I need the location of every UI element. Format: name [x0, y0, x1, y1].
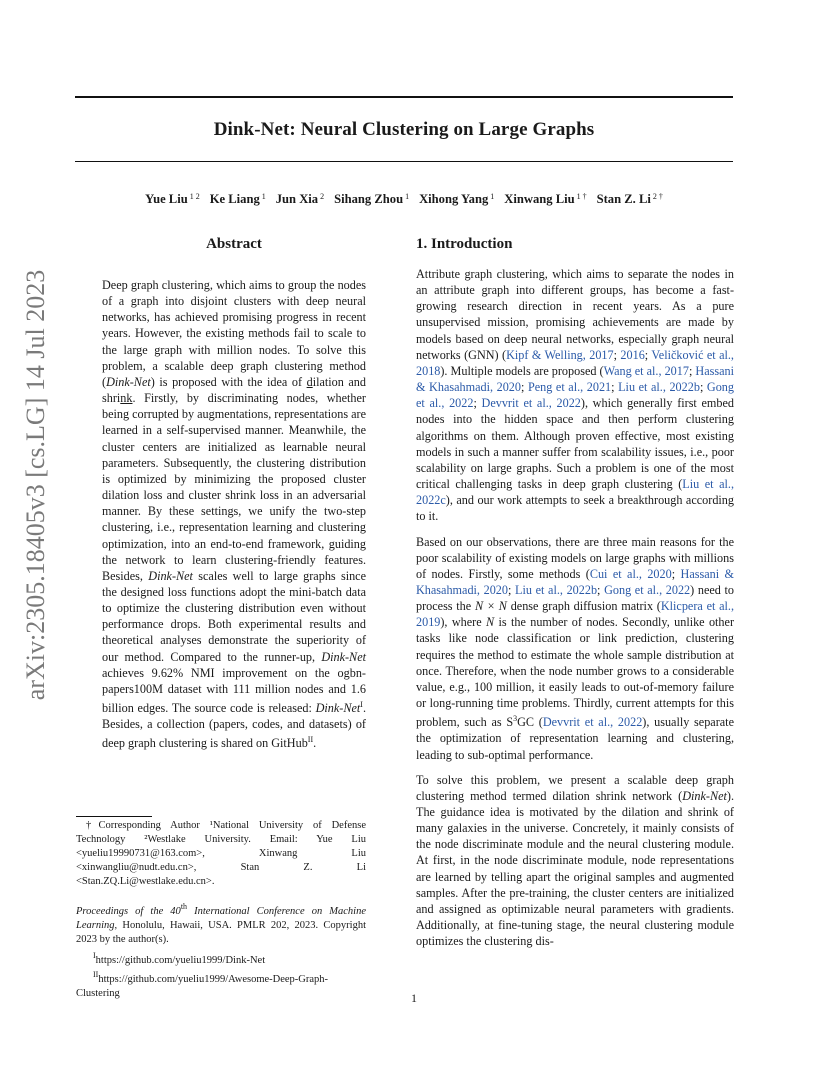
citation-link[interactable]: Wang et al., 2017	[603, 363, 689, 378]
author-name: Yue Liu	[145, 192, 188, 206]
footnote-link-dinknet[interactable]: $^I$https://github.com/yueliu1999/Dink-Net	[93, 951, 266, 966]
author-name: Xihong Yang	[419, 192, 489, 206]
citation-link[interactable]: Hassani & Khasahmadi, 2020	[416, 566, 734, 597]
abstract-text: Deep graph clustering, which aims to group the nodes of a graph into disjoint clusters with deep neural networks, has achieved promising progress in recent years. However, the existing methods fail to scale to the large graph with million nodes. To solve this problem, a scalable deep graph clustering method (Dink-Net) is proposed with the idea of dilation and shrink. Firstly, by discriminating nodes, whether being corrupted by augmentations, representations are learned in a self-supervised manner. Meanwhile, the cluster centers are initialized as learnable neural parameters. Subsequently, the clustering distribution is optimized by minimizing the proposed cluster dilation loss and cluster shrink loss in an adversarial manner. By these settings, we unify the two-step clustering, i.e., representation learning and clustering optimization, into an end-to-end framework, guiding the network to learn clustering-friendly features. Besides, Dink-Net scales well to large graphs since the designed loss functions adopt the mini-batch data to optimize the clustering distribution even without performance drops. Both experimental results and theoretical analyses demonstrate the superiority of our method. Compared to the runner-up, Dink-Net achieves 9.62% NMI improvement on the ogbn-papers100M dataset with 111 million nodes and 1.6 billion edges. The source code is released: Dink-Net$^I$. Besides, a collection (papers, codes, and datasets) of deep graph clustering is shared on GitHub$^{II}$.	[102, 278, 366, 751]
proceedings-note: Proceedings of the 40th International Conference on Machine Learning, Honolulu, Hawaii, USA. PMLR 202, 2023. Copyright 2023 by the author(s).	[76, 902, 366, 945]
author-affiliation-mark: 2	[320, 192, 325, 201]
citation-link[interactable]: Devvrit et al., 2022	[481, 396, 581, 411]
page-number: 1	[411, 991, 417, 1005]
citation-link[interactable]: Gong et al., 2022	[604, 582, 691, 597]
author-entry	[145, 192, 200, 206]
citation-link[interactable]: Cui et al., 2020	[589, 566, 672, 581]
author-list	[75, 192, 733, 207]
author-affiliation-mark: 1	[490, 192, 495, 201]
author-name: Ke Liang	[209, 192, 260, 206]
right-column	[416, 236, 734, 949]
author-affiliation-mark: 1 †	[576, 192, 587, 201]
citation-link[interactable]: Liu et al., 2022b	[618, 380, 700, 395]
citation-link[interactable]: Klicpera et al., 2019	[416, 599, 734, 630]
author-entry	[419, 192, 494, 206]
corresponding-author-note: †Corresponding Author ¹National University of Defense Technology ²Westlake University. Email: Yue Liu <yueliu19990731@163.com>, Xinwang Liu <xinwangliu@nudt.edu.cn>, Stan Z. Li <Stan.ZQ.Li@westlake.edu.cn>.	[76, 820, 366, 887]
citation-link[interactable]: Liu et al., 2022b	[515, 582, 598, 597]
footnote-ref[interactable]: II	[307, 735, 314, 745]
footnote-rule	[76, 816, 152, 817]
footnotes	[76, 819, 366, 1001]
author-affiliation-mark: 1	[261, 192, 266, 201]
intro-paragraph: To solve this problem, we present a scalable deep graph clustering method termed dilation shrink network (Dink-Net). The guidance idea is motivated by the dilation and shrink of many galaxies in the universe. Concretely, it mainly consists of the node discriminate module and the neural clustering module. At first, in the node discriminate module, node representations are learned by telling apart the original samples and augmented samples. After the pre-training, the cluster centers are initialized and assigned as optimizable neural parameters with gradients. Additionally, at fine-tuning stage, the neural clustering module optimizes the clustering dis-	[416, 772, 734, 949]
author-affiliation-mark: 2 †	[652, 192, 663, 201]
citation-link[interactable]: Liu et al., 2022c	[416, 477, 734, 508]
citation-link[interactable]: Gong et al., 2022	[416, 380, 734, 411]
author-entry	[276, 192, 324, 206]
introduction-heading: 1. Introduction	[416, 236, 513, 252]
intro-paragraph: Based on our observations, there are three main reasons for the poor scalability of existing models on large graphs with millions of nodes. Firstly, some methods (Cui et al., 2020; Hassani & Khasahmadi, 2020; Liu et al., 2022b; Gong et al., 2022) need to process the N × N dense graph diffusion matrix (Klicpera et al., 2019), where N is the number of nodes. Secondly, unlike other tasks like node classification or link prediction, clustering requires the method to estimate the whole sample distribution at once. Therefore, when the node number grows to a considerable value, e.g., 100 million, it easily leads to out-of-memory failure or long-running time problems. Thirdly, current attempts for this problem, such as S$^3$GC (Devvrit et al., 2022), usually separate the optimization of representation learning and clustering, leading to sub-optimal performance.	[416, 534, 734, 762]
citation-link[interactable]: Hassani & Khasahmadi, 2020	[416, 363, 735, 395]
citation-link[interactable]: Peng et al., 2021	[527, 380, 612, 395]
footnote-link-awesome[interactable]: $^{II}$https://github.com/yueliu1999/Awesome-Deep-Graph-Clustering	[76, 970, 329, 999]
left-column	[102, 236, 366, 752]
author-affiliation-mark: 1 2	[189, 192, 200, 201]
footnote-ref[interactable]: I	[360, 700, 363, 710]
citation-link[interactable]: Kipf & Welling, 2017	[506, 347, 614, 362]
title-rule-top	[75, 96, 733, 98]
title-rule-bottom	[75, 161, 733, 162]
intro-paragraph: Attribute graph clustering, which aims to separate the nodes in an attribute graph into different groups, has become a fast-growing research direction in recent years. As a pure unsupervised mission, promising achievements are made by models based on deep neural networks, especially graph neural networks (GNN) (Kipf & Welling, 2017; 2016; Veličković et al., 2018). Multiple models are proposed (Wang et al., 2017; Hassani & Khasahmadi, 2020; Peng et al., 2021; Liu et al., 2022b; Gong et al., 2022; Devvrit et al., 2022), which generally first embed nodes into the hidden space and then perform clustering algorithms on them. Although proven effective, most existing models in such a manner suffer from scalability issues, i.e., poor scalability on large graphs. Such a problem is one of the most critical challenging tasks in deep graph clustering (Liu et al., 2022c), and our work attempts to seek a breakthrough according to it.	[416, 267, 735, 524]
paper-title: Dink-Net: Neural Clustering on Large Graphs	[213, 119, 595, 140]
author-name: Jun Xia	[275, 192, 319, 206]
author-entry	[210, 192, 266, 206]
author-name: Sihang Zhou	[334, 192, 404, 206]
author-entry	[334, 192, 409, 206]
author-entry	[504, 192, 586, 206]
citation-link[interactable]: Devvrit et al., 2022	[542, 715, 643, 730]
citation-link[interactable]: 2016	[620, 347, 645, 362]
author-entry	[597, 192, 663, 206]
abstract-heading: Abstract	[206, 236, 262, 252]
author-name: Xinwang Liu	[504, 192, 575, 206]
author-affiliation-mark: 1	[405, 192, 410, 201]
citation-link[interactable]: Veličković et al., 2018	[416, 347, 734, 378]
author-name: Stan Z. Li	[596, 192, 651, 206]
arxiv-stamp: arXiv:2305.18405v3 [cs.LG] 14 Jul 2023	[21, 269, 50, 701]
